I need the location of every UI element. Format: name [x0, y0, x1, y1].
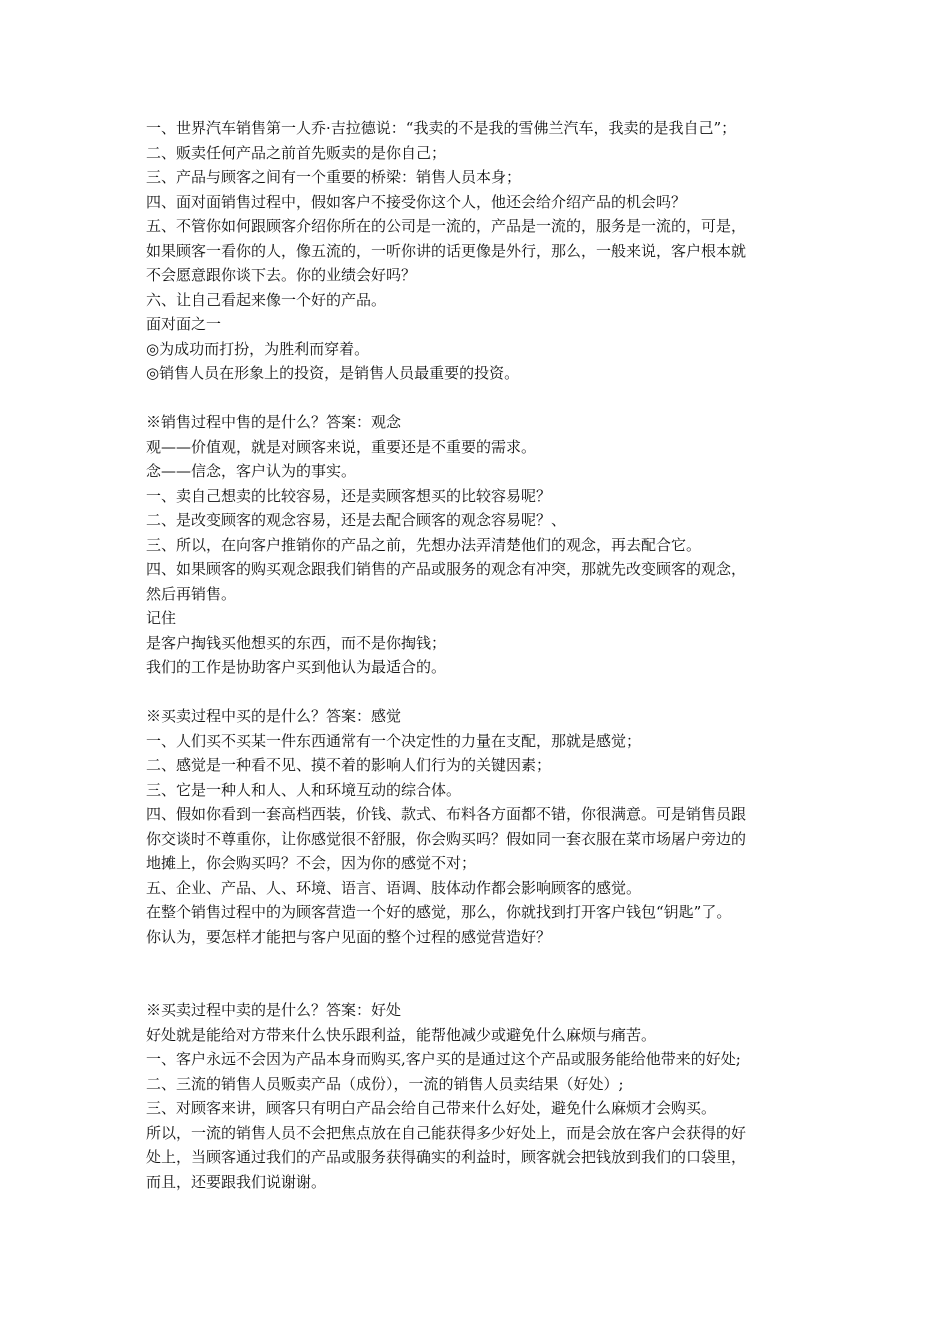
text-line: 如果顾客一看你的人，像五流的，一听你讲的话更像是外行，那么，一般来说，客户根本就: [146, 241, 747, 260]
text-line: 四、如果顾客的购买观念跟我们销售的产品或服务的观念有冲突，那就先改变顾客的观念，: [146, 560, 747, 578]
text-line: 是客户掏钱买他想买的东西，而不是你掏钱；: [146, 633, 447, 652]
text-line: 三、它是一种人和人、人和环境互动的综合体。: [146, 780, 462, 799]
section-concept: [146, 410, 820, 680]
section-self-selling: [146, 116, 820, 386]
section-benefit: [146, 998, 820, 1194]
section-feeling: [146, 704, 820, 949]
blank-line: [146, 680, 820, 705]
text-line: 五、企业、产品、人、环境、语言、语调、肢体动作都会影响顾客的感觉。: [146, 878, 642, 897]
text-line: 你认为，要怎样才能把与客户见面的整个过程的感觉营造好？: [146, 927, 552, 946]
text-line: 念——信念，客户认为的事实。: [146, 462, 357, 480]
section-heading: ※销售过程中售的是什么？答案：观念: [146, 413, 402, 431]
text-line: 观——价值观，就是对顾客来说，重要还是不重要的需求。: [146, 437, 537, 456]
text-line: 六、让自己看起来像一个好的产品。: [146, 290, 387, 309]
text-line: 而且，还要跟我们说谢谢。: [146, 1172, 327, 1191]
text-line: 三、所以，在向客户推销你的产品之前，先想办法弄清楚他们的观念，再去配合它。: [146, 535, 702, 554]
section-heading: ※买卖过程中买的是什么？答案：感觉: [146, 707, 402, 725]
text-line: 好处就是能给对方带来什么快乐跟利益，能帮他减少或避免什么麻烦与痛苦。: [146, 1025, 657, 1044]
text-line: 四、面对面销售过程中，假如客户不接受你这个人，他还会给介绍产品的机会吗？: [146, 192, 687, 211]
text-line: 不会愿意跟你谈下去。你的业绩会好吗？: [146, 266, 417, 284]
text-line: 你交谈时不尊重你，让你感觉很不舒服，你会购买吗？假如同一套衣服在菜市场屠户旁边的: [146, 829, 747, 848]
text-line: 在整个销售过程中的为顾客营造一个好的感觉，那么，你就找到打开客户钱包“钥匙”了。: [146, 903, 732, 921]
text-line: 二、三流的销售人员贩卖产品（成份），一流的销售人员卖结果（好处）;: [146, 1074, 624, 1093]
text-line: 一、人们买不买某一件东西通常有一个决定性的力量在支配，那就是感觉；: [146, 731, 642, 750]
text-line: 地摊上，你会购买吗？不会，因为你的感觉不对；: [146, 854, 477, 872]
text-line: 记住: [146, 609, 177, 627]
blank-lines: [146, 949, 820, 998]
text-line: 二、感觉是一种看不见、摸不着的影响人们行为的关键因素；: [146, 756, 552, 774]
text-line: ◎为成功而打扮，为胜利而穿着。: [146, 339, 370, 358]
blank-line: [146, 386, 820, 411]
text-line: 处上，当顾客通过我们的产品或服务获得确实的利益时，顾客就会把钱放到我们的口袋里，: [146, 1148, 747, 1166]
section-heading: ※买卖过程中卖的是什么？答案：好处: [146, 1001, 402, 1019]
text-line: 一、世界汽车销售第一人乔·吉拉德说：“我卖的不是我的雪佛兰汽车，我卖的是我自己”；: [146, 119, 737, 137]
text-line: 一、客户永远不会因为产品本身而购买,客户买的是通过这个产品或服务能给他带来的好处;: [146, 1050, 741, 1068]
text-line: 五、不管你如何跟顾客介绍你所在的公司是一流的，产品是一流的，服务是一流的，可是，: [146, 217, 747, 235]
text-line: 四、假如你看到一套高档西装，价钱、款式、布料各方面都不错，你很满意。可是销售员跟: [146, 805, 747, 823]
text-line: 所以，一流的销售人员不会把焦点放在自己能获得多少好处上，而是会放在客户会获得的好: [146, 1123, 747, 1142]
text-line: 一、卖自己想卖的比较容易，还是卖顾客想买的比较容易呢？: [146, 486, 552, 505]
text-line: 我们的工作是协助客户买到他认为最适合的。: [146, 658, 447, 676]
text-line: 二、贩卖任何产品之前首先贩卖的是你自己；: [146, 143, 447, 162]
text-line: 二、是改变顾客的观念容易，还是去配合顾客的观念容易呢？、: [146, 511, 567, 529]
text-line: 面对面之一: [146, 315, 222, 333]
text-line: 三、对顾客来讲，顾客只有明白产品会给自己带来什么好处，避免什么麻烦才会购买。: [146, 1099, 717, 1117]
text-line: 三、产品与顾客之间有一个重要的桥梁：销售人员本身；: [146, 168, 522, 186]
text-line: 然后再销售。: [146, 584, 237, 603]
text-line: ◎销售人员在形象上的投资，是销售人员最重要的投资。: [146, 364, 520, 382]
